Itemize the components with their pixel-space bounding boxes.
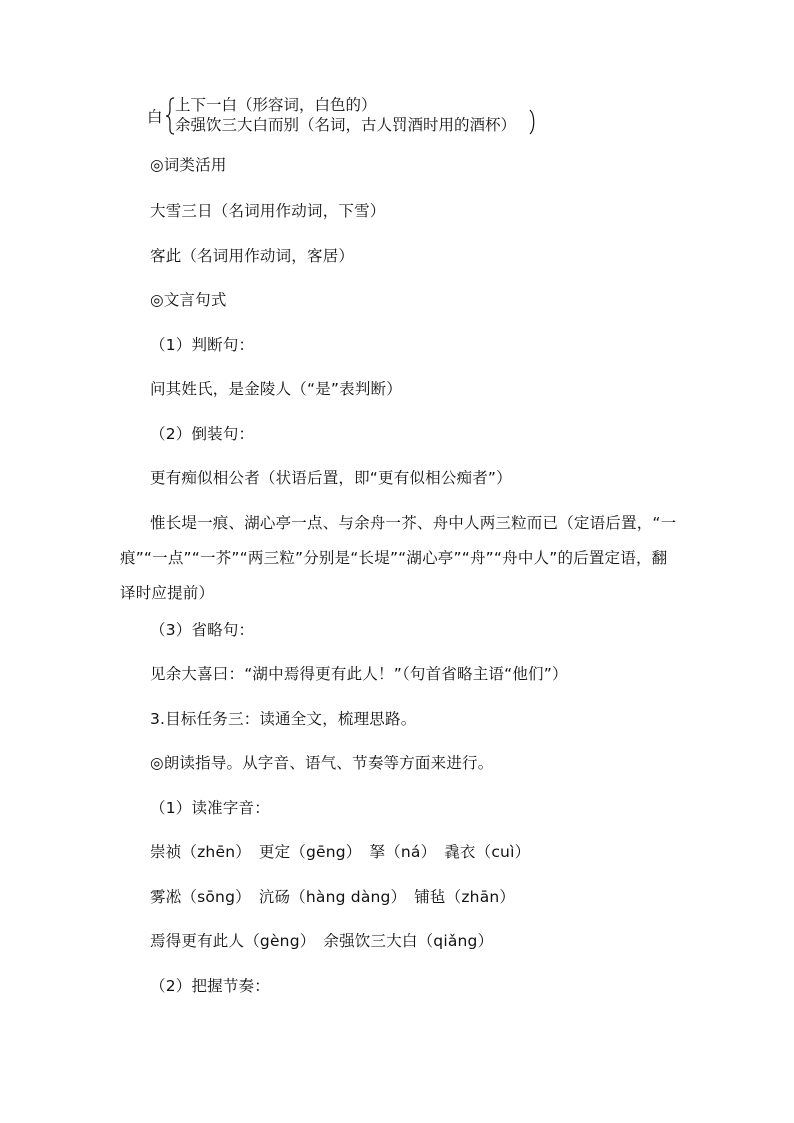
example-line: 客此（名词用作动词，客居） [150,247,355,265]
section-heading-word-class: ◎词类活用 [150,156,227,174]
example-line: 大雪三日（名词用作动词，下雪） [150,202,386,220]
subheading-ellipsis: （3）省略句： [150,621,255,639]
subheading-judgment: （1）判断句： [150,336,255,354]
polysemy-meaning-1: 上下一白（形容词，白色的） [175,96,377,114]
left-brace-icon [165,97,175,135]
subheading-pronunciation: （1）读准字音： [150,799,270,817]
example-paragraph: 惟长堤一痕、湖心亭一点、与余舟一芥、舟中人两三粒而已（定语后置，“一痕”“一点”“一芥”“两三粒”分别是“长堤”“湖心亭”“舟”“舟中人”的后置定语，翻译时应提前） [120,514,677,602]
section-heading-sentence-patterns: ◎文言句式 [150,291,227,309]
reading-guide-heading: ◎朗读指导。从字音、语气、节奏等方面来进行。 [150,754,494,772]
polysemy-meaning-2: 余强饮三大白而别（名词，古人罚酒时用的酒杯） [175,116,517,134]
pronunciation-line: 焉得更有此人（gèng） 余强饮三大白（qiǎng） [150,932,494,950]
task-heading: 3.目标任务三：读通全文，梳理思路。 [150,710,417,728]
subheading-inversion: （2）倒装句： [150,425,255,443]
right-paren-icon [529,109,537,135]
polysemy-brace-block [147,95,547,139]
example-line: 更有痴似相公者（状语后置，即“更有似相公痴者”） [150,469,512,487]
pronunciation-line: 崇祯（zhēn） 更定（gēng） 拏（ná） 毳衣（cuì） [150,843,531,861]
example-line: 问其姓氏，是金陵人（“是”表判断） [150,380,402,398]
example-line: 见余大喜曰：“湖中焉得更有此人！”（句首省略主语“他们”） [150,665,568,683]
pronunciation-line: 雾凇（sōng） 沆砀（hàng dàng） 铺毡（zhān） [150,888,516,906]
polysemy-head-char: 白 [147,108,163,126]
subheading-rhythm: （2）把握节奏： [150,977,270,995]
